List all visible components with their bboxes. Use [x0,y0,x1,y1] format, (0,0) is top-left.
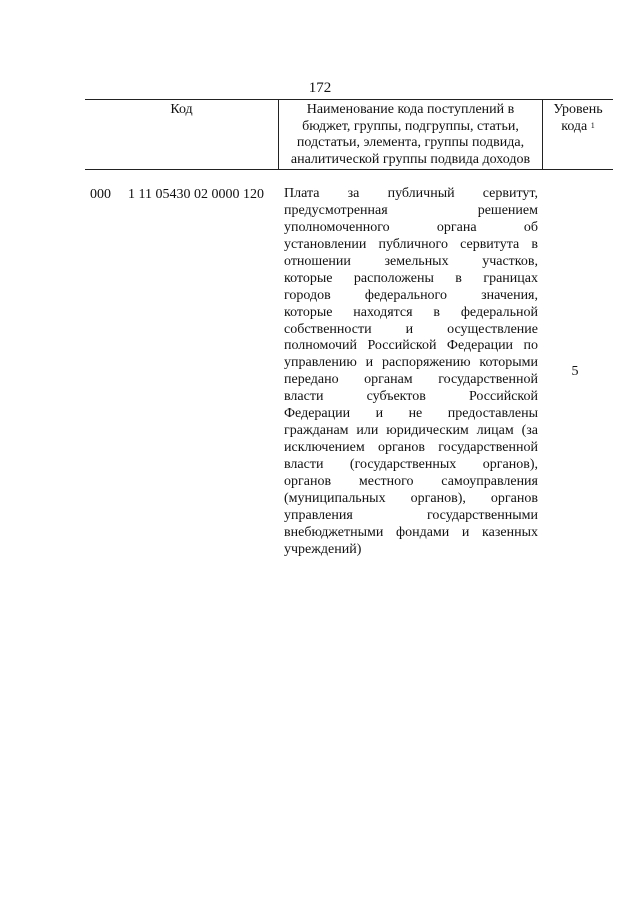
header-name-line: подстатьи, элемента, группы подвида, [296,135,525,150]
description-line: уполномоченного органа об [284,219,538,235]
description-line: власти (государственных органов), [284,457,538,472]
header-level-text: кода [561,118,588,134]
level-value: 5 [571,364,579,379]
footnote-marker: 1 [590,120,595,130]
description-line: управлению и распоряжению которыми [284,355,538,371]
header-code: Код [170,102,193,117]
description-line: собственности и осуществление [284,321,538,337]
header-name-line: Наименование кода поступлений в [306,102,515,117]
header-level [543,102,613,135]
header-name-line: бюджет, группы, подгруппы, статьи, [302,118,519,134]
description-line: предусмотренная решением [284,202,538,218]
description-line: установлении публичного сервитута в [284,236,538,252]
header-name [279,102,542,168]
header-level-line: Уровень [553,102,603,117]
header-name-line: аналитической группы подвида доходов [290,151,531,167]
admin-code: 000 [90,187,111,202]
revenue-description [284,186,538,559]
description-line: органов местного самоуправления [284,473,538,489]
description-line: управления государственными [284,507,538,523]
description-line: отношении земельных участков, [284,253,538,269]
header-level-line [543,119,613,136]
description-line: полномочий Российской Федерации по [284,338,538,354]
description-line: гражданам или юридическим лицам (за [284,423,538,439]
description-line: внебюджетными фондами и казенных [284,524,538,540]
description-line: исключением органов государственной [284,440,538,456]
description-line: (муниципальных органов), органов [284,490,538,506]
table-header [85,99,613,170]
description-line: которые находятся в федеральной [284,304,538,320]
description-line: Федерации и не предоставлены [284,406,538,422]
description-line: городов федерального значения, [284,287,538,303]
description-line: власти субъектов Российской [284,389,538,405]
description-line: передано органам государственной [284,372,538,388]
description-line: которые расположены в границах [284,270,538,286]
description-line: учреждений) [284,541,362,557]
description-line: Плата за публичный сервитут, [284,186,538,201]
revenue-code: 1 11 05430 02 0000 120 [128,187,264,202]
page-number: 172 [308,80,332,96]
